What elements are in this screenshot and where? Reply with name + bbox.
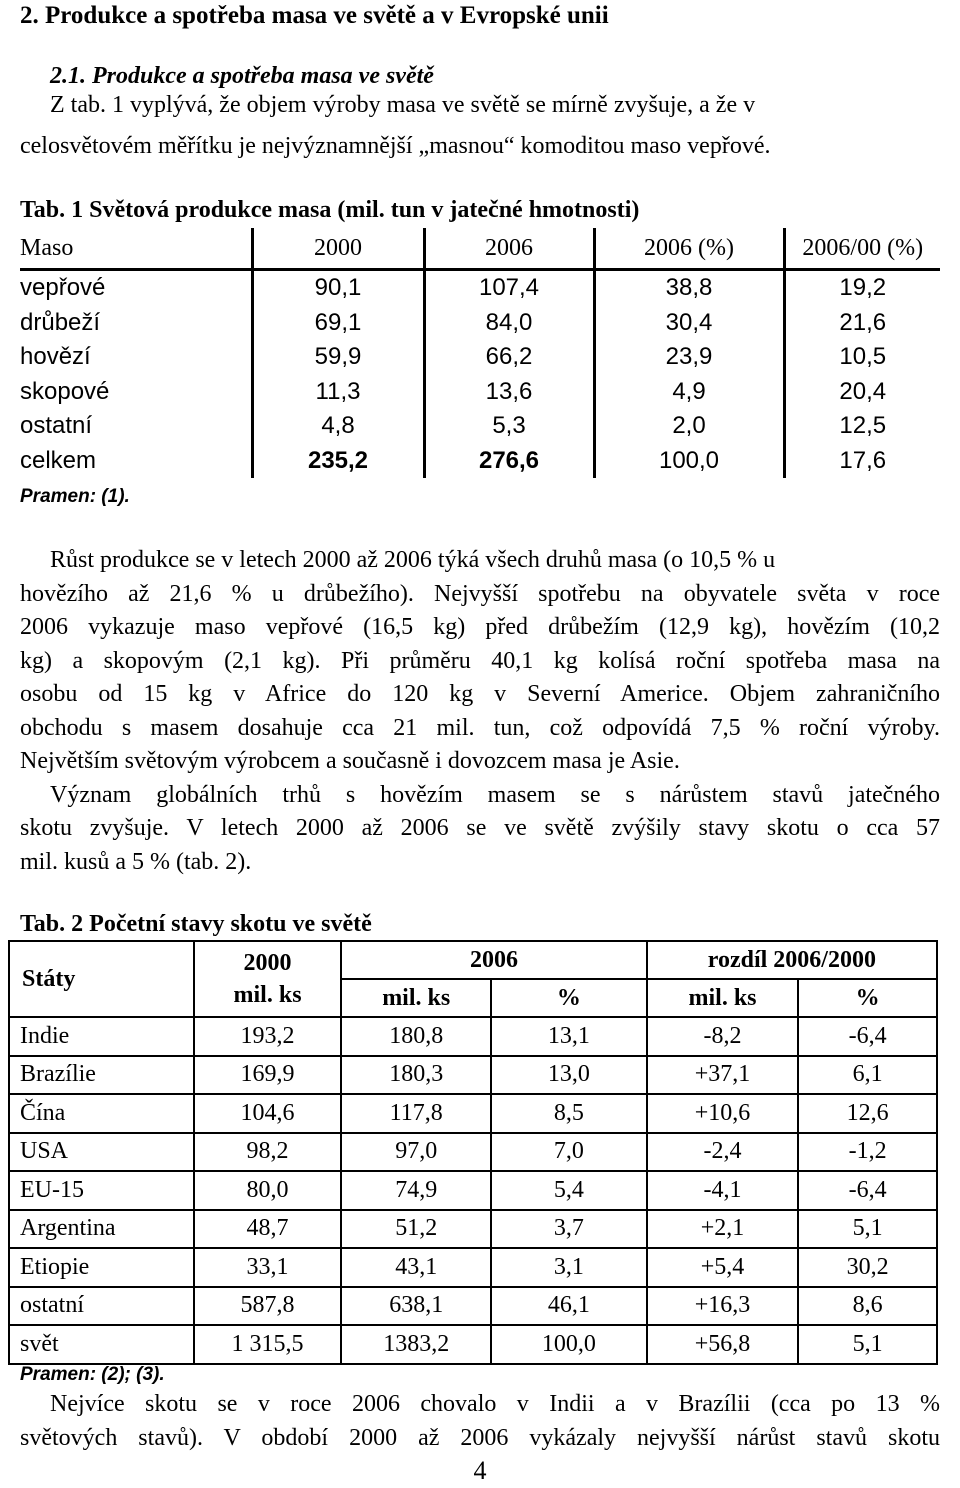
table2-subheader-cell: % xyxy=(798,979,937,1017)
paragraph-line: obchodu s masem dosahuje cca 21 mil. tun, což odpovídá 7,5 % roční výroby. xyxy=(20,715,940,741)
table-cell: Indie xyxy=(9,1017,194,1056)
table-cell: -6,4 xyxy=(798,1017,937,1056)
table2-caption: Tab. 2 Početní stavy skotu ve světě xyxy=(20,911,372,937)
table-cell: 21,6 xyxy=(784,306,940,341)
table-row xyxy=(9,1017,937,1056)
table-cell: 3,7 xyxy=(491,1210,647,1249)
intro-line: Z tab. 1 vyplývá, že objem výroby masa ve světě se mírně zvyšuje, a že v xyxy=(50,92,756,118)
table-cell: 17,6 xyxy=(784,444,940,479)
table-cell: 10,5 xyxy=(784,340,940,375)
table2-header-states: Státy xyxy=(9,941,194,1017)
table-cell: 4,9 xyxy=(594,375,784,410)
table-cell: 51,2 xyxy=(341,1210,491,1249)
table-row xyxy=(9,1171,937,1210)
table2-header-2000 xyxy=(194,941,342,1017)
table-cell: +56,8 xyxy=(647,1325,799,1364)
table-cell: 5,3 xyxy=(424,409,594,444)
table-cell: -4,1 xyxy=(647,1171,799,1210)
table-cell: 100,0 xyxy=(491,1325,647,1364)
table-cell: ostatní xyxy=(9,1287,194,1326)
paragraph-line: Význam globálních trhů s hovězím masem se s nárůstem stavů jatečného xyxy=(50,782,940,808)
table-cell: 74,9 xyxy=(341,1171,491,1210)
table-cell: 117,8 xyxy=(341,1094,491,1133)
table-row xyxy=(20,340,940,375)
table-cell: drůbeží xyxy=(20,308,101,336)
table-cell: 169,9 xyxy=(194,1056,342,1095)
paragraph-line: osobu od 15 kg v Africe do 120 kg v Severní Americe. Objem zahraničního xyxy=(20,681,940,707)
table-cell: celkem xyxy=(20,446,97,474)
table2-source: Pramen: (2); (3). xyxy=(20,1364,165,1385)
table1-caption: Tab. 1 Světová produkce masa (mil. tun v jatečné hmotnosti) xyxy=(20,197,640,223)
table1-header-cell: 2000 xyxy=(252,228,424,270)
table-cell: +5,4 xyxy=(647,1248,799,1287)
table-cell: 23,9 xyxy=(594,340,784,375)
table-row xyxy=(20,375,940,410)
table-cell: 66,2 xyxy=(424,340,594,375)
table-cell: +2,1 xyxy=(647,1210,799,1249)
section-heading: 2. Produkce a spotřeba masa ve světě a v Evropské unii xyxy=(20,2,609,29)
table-cell: 48,7 xyxy=(194,1210,342,1249)
table2 xyxy=(8,940,938,1365)
table-cell: 5,1 xyxy=(798,1325,937,1364)
table-cell: -2,4 xyxy=(647,1133,799,1172)
table-cell: 84,0 xyxy=(424,306,594,341)
table2-header-row xyxy=(9,941,937,979)
table-cell: 90,1 xyxy=(252,270,424,306)
table-cell: 235,2 xyxy=(252,444,424,479)
table-row xyxy=(9,1094,937,1133)
table-cell: 59,9 xyxy=(252,340,424,375)
table-cell: 180,8 xyxy=(341,1017,491,1056)
table-row xyxy=(9,1056,937,1095)
table-cell: -6,4 xyxy=(798,1171,937,1210)
table-cell: 193,2 xyxy=(194,1017,342,1056)
table-cell: 8,5 xyxy=(491,1094,647,1133)
table-cell: hovězí xyxy=(20,343,91,371)
table-cell: 13,6 xyxy=(424,375,594,410)
table-cell: 38,8 xyxy=(594,270,784,306)
table-row xyxy=(20,409,940,444)
table-cell: 30,2 xyxy=(798,1248,937,1287)
table-cell: -8,2 xyxy=(647,1017,799,1056)
table-cell: Brazílie xyxy=(9,1056,194,1095)
table-cell: ostatní xyxy=(20,412,93,440)
table-cell: 12,6 xyxy=(798,1094,937,1133)
closing-line: Nejvíce skotu se v roce 2006 chovalo v Indii a v Brazílii (cca po 13 % xyxy=(50,1391,940,1417)
table1-header-row xyxy=(20,228,940,270)
table-cell: vepřové xyxy=(20,274,106,302)
table-cell: USA xyxy=(9,1133,194,1172)
table2-header-2006: 2006 xyxy=(341,941,646,979)
table-row xyxy=(9,1287,937,1326)
table-cell: 11,3 xyxy=(252,375,424,410)
table-cell: 33,1 xyxy=(194,1248,342,1287)
paragraph-line: Největším světovým výrobcem a současně i dovozcem masa je Asie. xyxy=(20,748,680,774)
paragraph-line: Růst produkce se v letech 2000 až 2006 týká všech druhů masa (o 10,5 % u xyxy=(50,547,776,573)
paragraph-line: kg) a skopovým (2,1 kg). Při průměru 40,1 kg kolísá roční spotřeba masa na xyxy=(20,648,940,674)
table1-header-cell: Maso xyxy=(20,228,252,270)
table-row xyxy=(9,1325,937,1364)
table-cell: 7,0 xyxy=(491,1133,647,1172)
table1-source: Pramen: (1). xyxy=(20,486,130,507)
table-row xyxy=(9,1133,937,1172)
table-cell: 97,0 xyxy=(341,1133,491,1172)
table-cell: 5,1 xyxy=(798,1210,937,1249)
table-row xyxy=(20,444,940,479)
table-cell: 30,4 xyxy=(594,306,784,341)
table-row xyxy=(9,1248,937,1287)
table-cell: 1383,2 xyxy=(341,1325,491,1364)
table-cell: 4,8 xyxy=(252,409,424,444)
table-cell: +37,1 xyxy=(647,1056,799,1095)
table-cell: 98,2 xyxy=(194,1133,342,1172)
closing-line: světových stavů). V období 2000 až 2006 vykázaly nejvyšší nárůst stavů skotu xyxy=(20,1425,940,1451)
table1-header-cell: 2006 xyxy=(424,228,594,270)
table-cell: svět xyxy=(9,1325,194,1364)
table2-subheader-cell: mil. ks xyxy=(647,979,799,1017)
table1 xyxy=(20,228,940,478)
table-cell: 20,4 xyxy=(784,375,940,410)
table-row xyxy=(20,270,940,306)
table-row xyxy=(20,306,940,341)
table-cell: 1 315,5 xyxy=(194,1325,342,1364)
paragraph-line: mil. kusů a 5 % (tab. 2). xyxy=(20,849,252,875)
table-cell: 107,4 xyxy=(424,270,594,306)
paragraph-line: skotu zvyšuje. V letech 2000 až 2006 se ve světě zvýšily stavy skotu o cca 57 xyxy=(20,815,940,841)
table2-header-2000-unit: mil. ks xyxy=(233,982,302,1008)
table-cell: 276,6 xyxy=(424,444,594,479)
table-cell: 100,0 xyxy=(594,444,784,479)
table-cell: Čína xyxy=(9,1094,194,1133)
table-cell: 69,1 xyxy=(252,306,424,341)
table-cell: +16,3 xyxy=(647,1287,799,1326)
table1-header-cell: 2006/00 (%) xyxy=(784,228,940,270)
table-cell: Argentina xyxy=(9,1210,194,1249)
table-cell: 43,1 xyxy=(341,1248,491,1287)
table-cell: +10,6 xyxy=(647,1094,799,1133)
table1-header-cell: 2006 (%) xyxy=(594,228,784,270)
table2-subheader-cell: mil. ks xyxy=(341,979,491,1017)
table-row xyxy=(9,1210,937,1249)
table-cell: 19,2 xyxy=(784,270,940,306)
table-cell: 12,5 xyxy=(784,409,940,444)
table2-header-2000-year: 2000 xyxy=(243,950,292,976)
table-cell: -1,2 xyxy=(798,1133,937,1172)
table-cell: 46,1 xyxy=(491,1287,647,1326)
table-cell: 8,6 xyxy=(798,1287,937,1326)
table-cell: Etiopie xyxy=(9,1248,194,1287)
table-cell: 6,1 xyxy=(798,1056,937,1095)
table-cell: 13,1 xyxy=(491,1017,647,1056)
paragraph-line: 2006 vykazuje maso vepřové (16,5 kg) před drůbežím (12,9 kg), hovězím (10,2 xyxy=(20,614,940,640)
paragraph-line: hovězího až 21,6 % u drůbežího). Nejvyšší spotřebu na obyvatele světa v roce xyxy=(20,581,940,607)
table-cell: 2,0 xyxy=(594,409,784,444)
table-cell: 638,1 xyxy=(341,1287,491,1326)
table-cell: 5,4 xyxy=(491,1171,647,1210)
table-cell: 13,0 xyxy=(491,1056,647,1095)
subsection-heading: 2.1. Produkce a spotřeba masa ve světě xyxy=(50,63,434,89)
page-number: 4 xyxy=(473,1456,487,1485)
table-cell: 104,6 xyxy=(194,1094,342,1133)
intro-line: celosvětovém měřítku je nejvýznamnější „masnou“ komoditou maso vepřové. xyxy=(20,133,771,159)
table-cell: EU-15 xyxy=(9,1171,194,1210)
table-cell: 80,0 xyxy=(194,1171,342,1210)
table2-header-diff: rozdíl 2006/2000 xyxy=(647,941,937,979)
table-cell: 180,3 xyxy=(341,1056,491,1095)
table-cell: 3,1 xyxy=(491,1248,647,1287)
table-cell: skopové xyxy=(20,377,110,405)
table2-subheader-cell: % xyxy=(491,979,647,1017)
table-cell: 587,8 xyxy=(194,1287,342,1326)
